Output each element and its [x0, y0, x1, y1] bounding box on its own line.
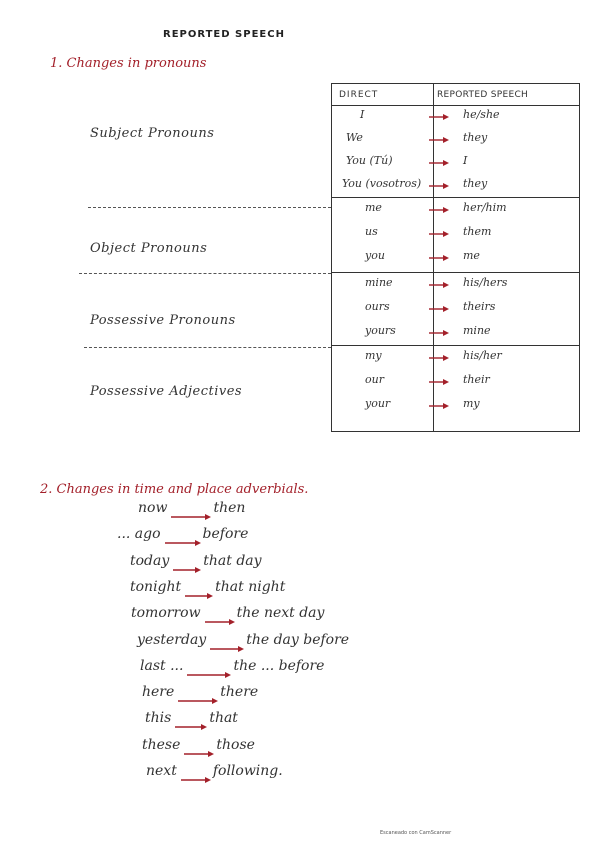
table-cell-reported: he/she: [463, 108, 500, 121]
table-arrow: [429, 354, 449, 362]
arrow-icon: [429, 113, 449, 121]
table-arrow: [429, 329, 449, 337]
table-cell-reported: his/hers: [463, 276, 508, 289]
arrow-icon: [429, 305, 449, 313]
arrow-icon: [429, 206, 449, 214]
table-cell-reported: they: [463, 131, 488, 144]
arrow-icon: [429, 230, 449, 238]
table-cell-reported: they: [463, 177, 488, 190]
table-cell-direct: us: [365, 225, 378, 238]
table-arrow: [429, 159, 449, 167]
table-cell-reported: me: [463, 249, 480, 262]
adverbial-to: the next day: [236, 605, 325, 622]
adverbial-arrow: [173, 559, 201, 578]
table-arrow: [429, 230, 449, 238]
arrow-icon: [429, 402, 449, 410]
arrow-icon: [205, 618, 235, 626]
adverbial-to: those: [216, 736, 255, 753]
table-cell-reported: theirs: [463, 300, 496, 313]
table-arrow: [429, 305, 449, 313]
adverbial-to: that day: [203, 552, 262, 569]
adverbial-arrow: [187, 664, 231, 683]
arrow-icon: [429, 136, 449, 144]
table-group-divider: [332, 345, 579, 346]
adverbial-to: there: [220, 684, 259, 701]
table-arrow: [429, 113, 449, 121]
table-arrow: [429, 206, 449, 214]
arrow-icon: [429, 159, 449, 167]
arrow-icon: [175, 723, 207, 731]
adverbial-from: today: [130, 552, 170, 569]
table-cell-direct: you: [365, 249, 385, 262]
arrow-icon: [429, 329, 449, 337]
table-cell-reported: them: [463, 225, 492, 238]
arrow-icon: [429, 254, 449, 262]
table-cell-reported: their: [463, 373, 490, 386]
adverbial-arrow: [165, 532, 201, 551]
adverbial-from: next: [146, 763, 177, 779]
adverbial-from: last ...: [140, 657, 184, 674]
table-arrow: [429, 402, 449, 410]
table-arrow: [429, 378, 449, 386]
adverbial-from: here: [142, 684, 175, 701]
adverbial-arrow: [178, 690, 218, 709]
adverbial-arrow: [175, 716, 207, 735]
adverbial-from: now: [138, 500, 168, 516]
arrow-icon: [429, 354, 449, 362]
table-header-divider: [332, 105, 579, 106]
table-cell-reported: mine: [463, 324, 491, 337]
adverbial-to: following.: [212, 763, 283, 779]
table-cell-reported: her/him: [463, 201, 507, 214]
adverbial-from: tonight: [130, 578, 182, 595]
adverbial-from: this: [145, 710, 172, 727]
adverbial-to: before: [202, 526, 249, 543]
table-arrow: [429, 136, 449, 144]
adverbial-from: yesterday: [137, 631, 207, 648]
section1-heading: 1. Changes in pronouns: [50, 56, 207, 71]
category-object-pronouns: Object Pronouns: [90, 241, 208, 256]
table-cell-direct: You (Tú): [346, 154, 393, 167]
table-cell-direct: our: [365, 373, 384, 386]
adverbial-from: tomorrow: [131, 605, 201, 622]
adverbial-to: then: [213, 500, 246, 516]
arrow-icon: [165, 539, 201, 547]
arrow-icon: [181, 776, 211, 784]
table-cell-direct: my: [365, 349, 382, 362]
table-cell-direct: your: [365, 397, 391, 410]
adverbial-to: that: [209, 710, 238, 727]
adverbial-arrow: [210, 638, 244, 657]
table-cell-direct: We: [346, 131, 363, 144]
footer-watermark: Escaneado con CamScanner: [380, 830, 452, 836]
adverbial-arrow: [205, 611, 235, 630]
table-group-divider: [332, 272, 579, 273]
table-cell-reported: his/her: [463, 349, 502, 362]
table-cell-direct: me: [365, 201, 382, 214]
table-header-direct: DIRECT: [339, 90, 379, 100]
table-cell-direct: You (vosotros): [342, 177, 422, 190]
arrow-icon: [173, 566, 201, 574]
category-subject-pronouns: Subject Pronouns: [90, 126, 215, 141]
table-arrow: [429, 254, 449, 262]
arrow-icon: [429, 281, 449, 289]
adverbial-to: the day before: [246, 631, 350, 648]
adverbial-to: the ... before: [233, 657, 325, 674]
arrow-icon: [184, 750, 214, 758]
adverbial-from: these: [142, 736, 181, 753]
category-possessive-pronouns: Possessive Pronouns: [90, 313, 236, 328]
arrow-icon: [429, 182, 449, 190]
adverbial-arrow: [185, 585, 213, 604]
table-cell-direct: mine: [365, 276, 393, 289]
adverbial-arrow: [171, 506, 211, 525]
arrow-icon: [210, 645, 244, 653]
dashed-separator: [88, 207, 331, 208]
adverbial-arrow: [181, 769, 211, 788]
adverbial-arrow: [184, 743, 214, 762]
pronoun-table: [331, 83, 580, 432]
section2-heading: 2. Changes in time and place adverbials.: [40, 482, 309, 497]
table-cell-direct: yours: [365, 324, 396, 337]
dashed-separator: [84, 347, 331, 348]
arrow-icon: [171, 513, 211, 521]
table-cell-direct: I: [360, 108, 365, 121]
arrow-icon: [187, 671, 231, 679]
arrow-icon: [178, 697, 218, 705]
adverbial-from: ... ago: [117, 526, 161, 543]
table-group-divider: [332, 197, 579, 198]
title: REPORTED SPEECH: [163, 29, 285, 40]
table-cell-direct: ours: [365, 300, 390, 313]
table-cell-reported: I: [463, 154, 468, 167]
table-cell-reported: my: [463, 397, 480, 410]
category-possessive-adjectives: Possessive Adjectives: [90, 384, 243, 399]
table-header-reported: REPORTED SPEECH: [437, 90, 529, 100]
table-arrow: [429, 281, 449, 289]
table-arrow: [429, 182, 449, 190]
dashed-separator: [79, 273, 331, 274]
arrow-icon: [185, 592, 213, 600]
adverbial-to: that night: [215, 578, 286, 595]
arrow-icon: [429, 378, 449, 386]
